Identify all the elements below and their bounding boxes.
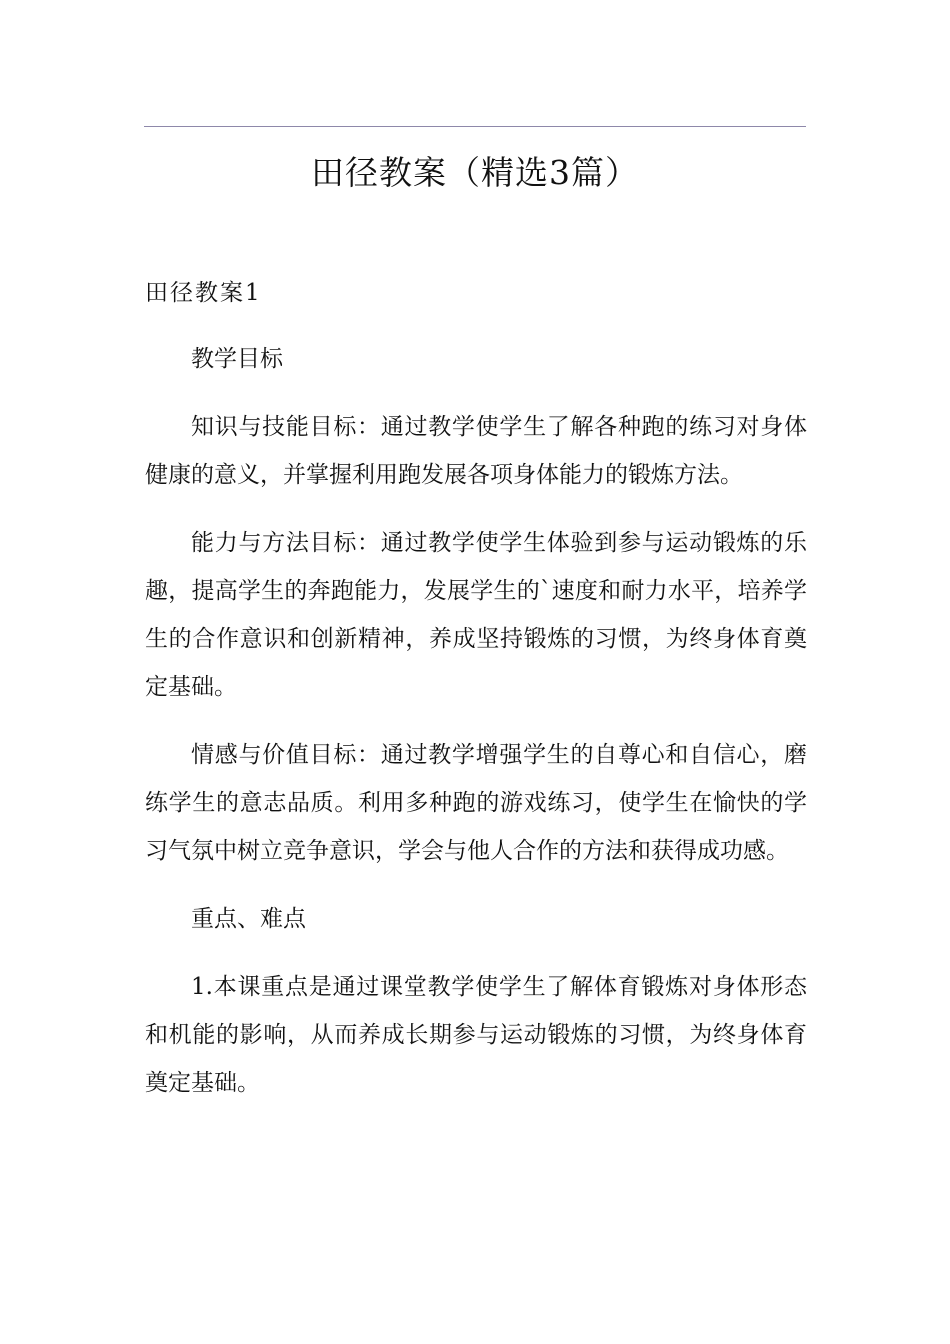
header-divider: [144, 126, 806, 127]
document-body: [145, 335, 807, 1127]
paragraph-key-point-1: 1.本课重点是通过课堂教学使学生了解体育锻炼对身体形态和机能的影响，从而养成长期参与运动锻炼的习惯，为终身体育奠定基础。: [145, 974, 807, 1096]
paragraph-knowledge-skills: 知识与技能目标：通过教学使学生了解各种跑的练习对身体健康的意义，并掌握利用跑发展各项身体能力的锻炼方法。: [145, 414, 807, 488]
paragraph-ability-methods: 能力与方法目标：通过教学使学生体验到参与运动锻炼的乐趣，提高学生的奔跑能力，发展学生的`速度和耐力水平，培养学生的合作意识和创新精神，养成坚持锻炼的习惯，为终身体育奠定基础。: [145, 530, 807, 700]
section-heading: 田径教案1: [145, 280, 262, 306]
subheading-teaching-goals: 教学目标: [191, 346, 283, 372]
paragraph-emotion-values: 情感与价值目标：通过教学增强学生的自尊心和自信心，磨练学生的意志品质。利用多种跑的游戏练习，使学生在愉快的学习气氛中树立竞争意识，学会与他人合作的方法和获得成功感。: [145, 742, 807, 864]
document-title: 田径教案（精选3篇）: [311, 153, 639, 192]
subheading-key-points: 重点、难点: [191, 906, 306, 932]
